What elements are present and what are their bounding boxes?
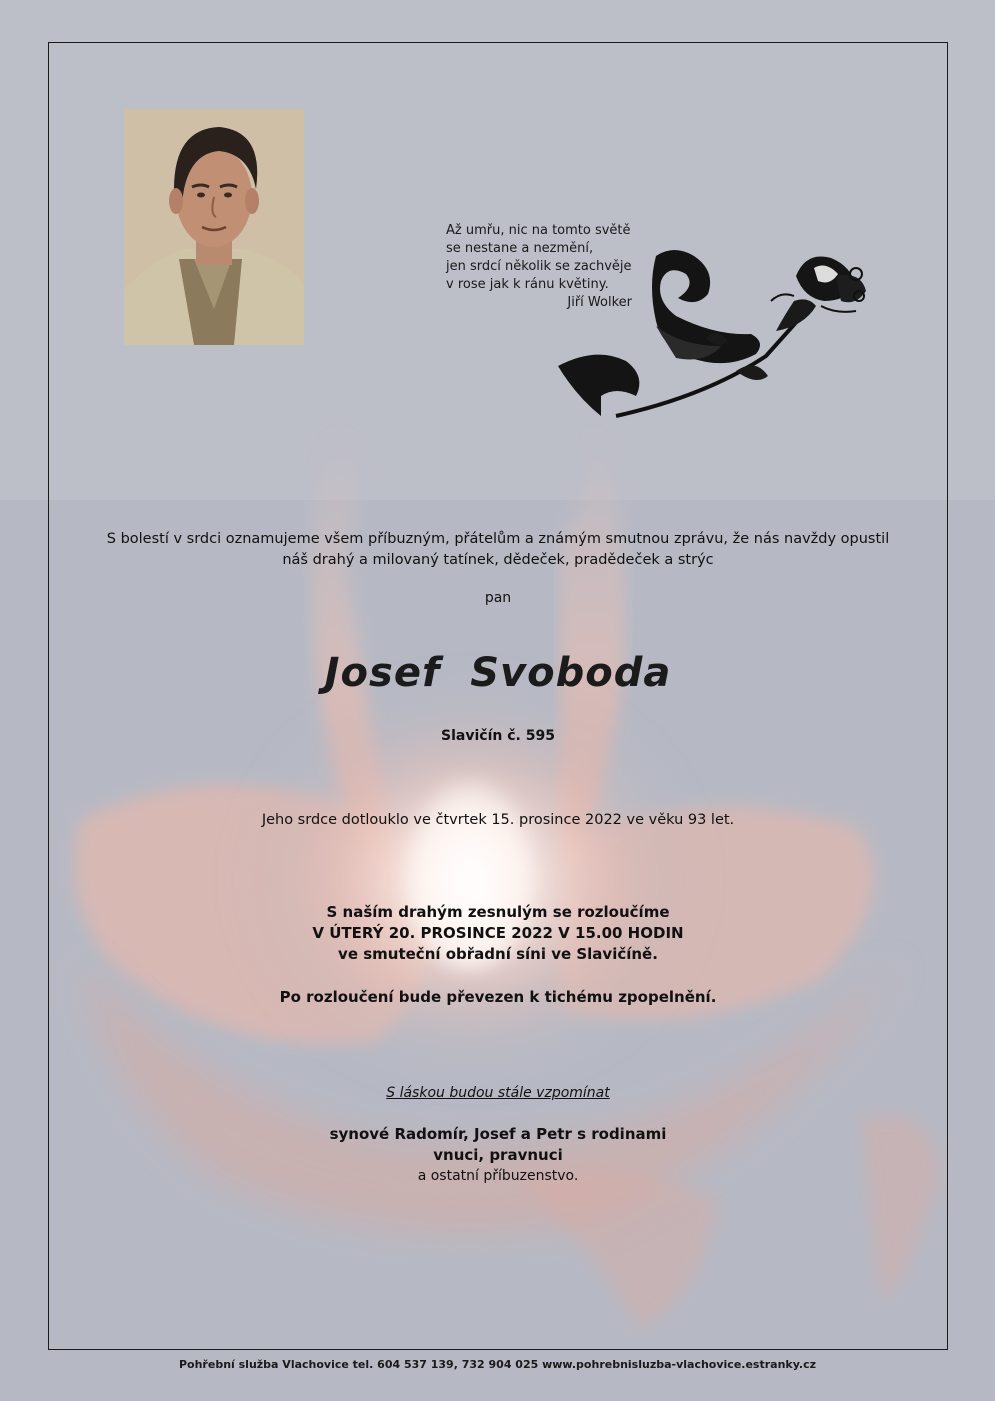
farewell-info [60,902,936,965]
address: Slavičín č. 595 [441,728,555,744]
poem-author: Jiří Wolker [567,295,632,310]
mourners-line: synové Radomír, Josef a Petr s rodinami [329,1125,667,1143]
mourners-list [60,1124,936,1187]
poem-line: v rose jak k ránu květiny. [446,277,609,292]
farewell-line: S naším drahým zesnulým se rozloučíme [326,903,670,921]
death-notice: Jeho srdce dotlouklo ve čtvrtek 15. prosince 2022 ve věku 93 let. [261,812,735,828]
rose-illustration [556,246,878,420]
portrait-photo [124,109,304,345]
cremation-note: Po rozloučení bude převezen k tichému zpopelnění. [279,988,717,1006]
intro-line: náš drahý a milovaný tatínek, dědeček, pradědeček a strýc [282,552,714,568]
poem-line: se nestane a nezmění, [446,241,594,256]
deceased-name: Josef Svoboda [324,650,672,696]
farewell-place: ve smuteční obřadní síni ve Slavičíně. [338,945,658,963]
announcement-intro [60,529,936,571]
mourners-heading: S láskou budou stále vzpomínat [386,1085,610,1101]
mourners-line: vnuci, pravnuci [433,1146,563,1164]
mourners-line: a ostatní příbuzenstvo. [417,1168,579,1184]
farewell-date: V ÚTERÝ 20. PROSINCE 2022 V 15.00 HODIN [312,924,684,942]
funeral-service-footer: Pohřební služba Vlachovice tel. 604 537 139, 732 904 025 www.pohrebnisluzba-vlachovice.estranky.cz [178,1358,816,1371]
poem-line: jen srdcí několik se zachvěje [446,259,632,274]
intro-line: S bolestí v srdci oznamujeme všem příbuzným, přátelům a známým smutnou zprávu, že nás navždy opustil [106,531,890,547]
salutation: pan [484,590,512,606]
poem-line: Až umřu, nic na tomto světě [446,223,631,238]
